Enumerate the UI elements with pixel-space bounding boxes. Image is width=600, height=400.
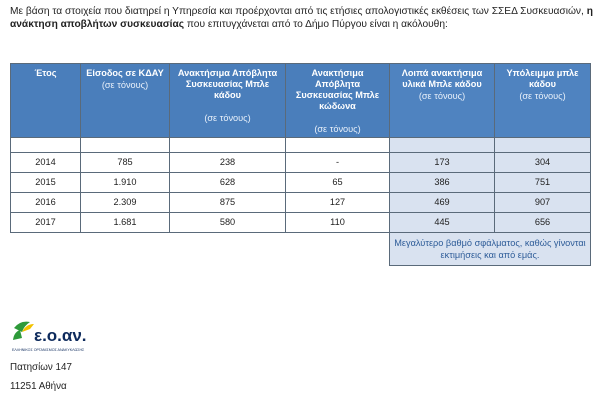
table-row [11,193,591,213]
cell-input: 1.910 [81,173,170,193]
cell-bell: 127 [286,193,390,213]
address-street: Πατησίων 147 [10,362,72,373]
recycling-logo-icon [10,318,100,354]
cell-bin: 875 [170,193,286,213]
cell-other: 173 [390,153,495,173]
cell-bell: - [286,153,390,173]
header-residue: Υπόλειμμα μπλε κάδου (σε τόνους) [495,64,591,138]
cell-other: 445 [390,213,495,233]
header-recyclable-bin: Ανακτήσιμα Απόβλητα Συσκευασίας Μπλε κάδου (σε τόνους) [170,64,286,138]
cell-bell: 65 [286,173,390,193]
cell-bell: 110 [286,213,390,233]
cell-year: 2014 [11,153,81,173]
logo-subtitle: ΕΛΛΗΝΙΚΟΣ ΟΡΓΑΝΙΣΜΟΣ ΑΝΑΚΥΚΛΩΣΗΣ [12,348,85,352]
logo-name: ε.ο.αν. [34,326,87,345]
cell-residue: 907 [495,193,591,213]
header-year: Έτος [11,64,81,138]
cell-residue: 304 [495,153,591,173]
cell-input: 785 [81,153,170,173]
eoan-logo [10,318,100,354]
cell-input: 1.681 [81,213,170,233]
cell-bin: 580 [170,213,286,233]
cell-residue: 656 [495,213,591,233]
table-row [11,173,591,193]
intro-text-part1: Με βάση τα στοιχεία που διατηρεί η Υπηρεσία και προέρχονται από τις ετήσιες απολογιστικές εκθέσεις των ΣΣΕΔ Συσκευασιών, [10,6,587,17]
recovery-table [10,63,591,266]
table-header-row [11,64,591,138]
cell-bin: 628 [170,173,286,193]
intro-paragraph [10,5,595,31]
cell-year: 2017 [11,213,81,233]
intro-text-bold: η ανάκτηση αποβλήτων συσκευασίας [10,6,593,30]
cell-bin: 238 [170,153,286,173]
cell-residue: 751 [495,173,591,193]
table-row [11,213,591,233]
table-row [11,153,591,173]
cell-other: 469 [390,193,495,213]
cell-other: 386 [390,173,495,193]
header-other-recyclables: Λοιπά ανακτήσιμα υλικά Μπλε κάδου (σε τόνους) [390,64,495,138]
table-note-row [11,233,591,266]
header-recyclable-bell: Ανακτήσιμα Απόβλητα Συσκευασίας Μπλε κώδωνα (σε τόνους) [286,64,390,138]
error-note: Μεγαλύτερο βαθμό σφάλματος, καθώς γίνονται εκτιμήσεις και από εμάς. [390,233,591,266]
cell-year: 2016 [11,193,81,213]
address-city: 11251 Αθήνα [10,381,67,392]
cell-input: 2.309 [81,193,170,213]
header-input-kdau: Είσοδος σε ΚΔΑΥ (σε τόνους) [81,64,170,138]
cell-year: 2015 [11,173,81,193]
intro-text-part2: που επιτυγχάνεται από το Δήμο Πύργου είναι η ακόλουθη: [184,19,448,30]
table-spacer-row [11,138,591,153]
